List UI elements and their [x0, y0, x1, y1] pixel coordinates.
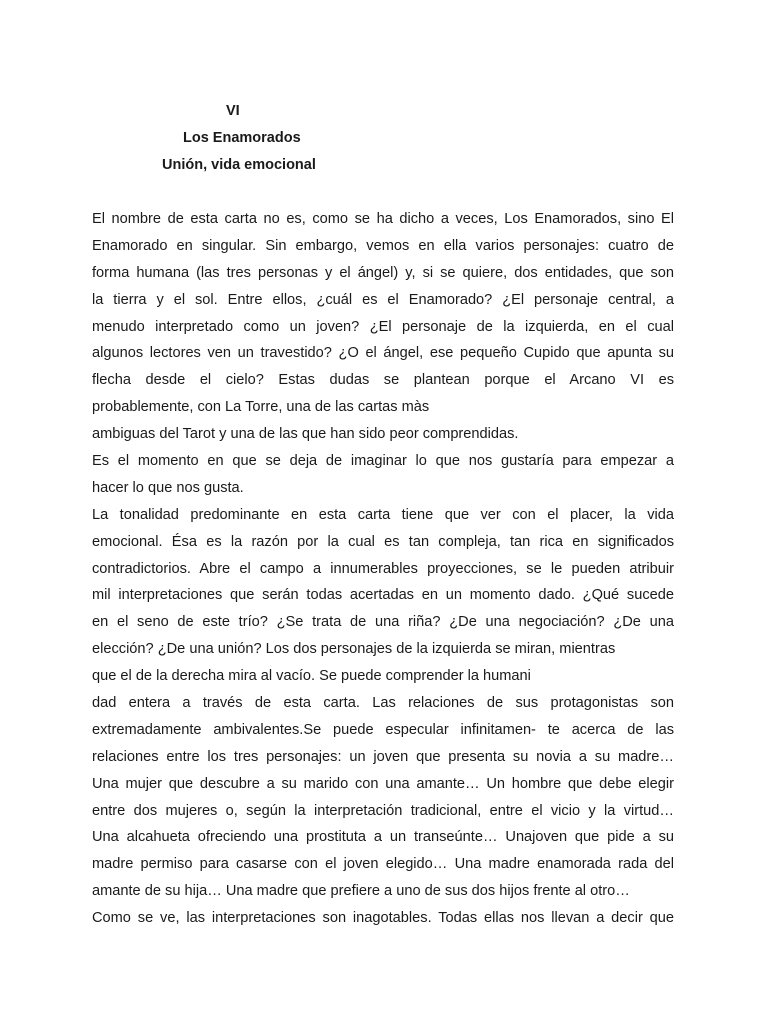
- text-line: mil interpretaciones que serán todas acertadas en un momento dado. ¿Qué sucede: [92, 587, 674, 604]
- text-line: relaciones entre los tres personajes: un joven que presenta su novia a su madre…: [92, 748, 674, 765]
- text-line: Enamorado en singular. Sin embargo, vemos en ella varios personajes: cuatro de: [92, 237, 674, 254]
- text-line: elección? ¿De una unión? Los dos personajes de la izquierda se miran, mientras: [92, 641, 616, 658]
- text-line: que el de la derecha mira al vacío. Se puede comprender la humani: [92, 668, 531, 685]
- text-line: extremadamente ambivalentes.Se puede especular infinitamen- te acerca de las: [92, 721, 674, 738]
- text-line: ambiguas del Tarot y una de las que han sido peor comprendidas.: [92, 426, 519, 443]
- text-line: dad entera a través de esta carta. Las relaciones de sus protagonistas son: [92, 695, 674, 712]
- text-line: menudo interpretado como un joven? ¿El personaje de la izquierda, en el cual: [92, 318, 674, 335]
- text-line: la tierra y el sol. Entre ellos, ¿cuál es el Enamorado? ¿El personaje central, a: [92, 291, 674, 308]
- text-line: probablemente, con La Torre, una de las cartas màs: [92, 399, 430, 416]
- text-line: Es el momento en que se deja de imaginar lo que nos gustaría para empezar a: [92, 453, 674, 470]
- text-line: Una alcahueta ofreciendo una prostituta a un transeúnte… Unajoven que pide a su: [92, 829, 674, 846]
- text-line: emocional. Ésa es la razón por la cual es tan compleja, tan rica en significados: [92, 533, 674, 550]
- text-line: hacer lo que nos gusta.: [92, 479, 244, 496]
- text-line: forma humana (las tres personas y el ángel) y, si se quiere, dos entidades, que son: [92, 264, 674, 281]
- chapter-numeral: VI: [226, 103, 240, 119]
- chapter-subtitle: Unión, vida emocional: [162, 157, 316, 173]
- text-line: Una mujer que descubre a su marido con una amante… Un hombre que debe elegir: [92, 775, 674, 792]
- text-line: Como se ve, las interpretaciones son inagotables. Todas ellas nos llevan a decir que: [92, 910, 674, 927]
- text-line: El nombre de esta carta no es, como se ha dicho a veces, Los Enamorados, sino El: [92, 211, 674, 227]
- text-line: en el seno de este trío? ¿Se trata de una riña? ¿De una negociación? ¿De una: [92, 614, 674, 631]
- text-line: entre dos mujeres o, según la interpretación tradicional, entre el vicio y la virtud…: [92, 802, 674, 819]
- text-line: La tonalidad predominante en esta carta tiene que ver con el placer, la vida: [92, 506, 674, 523]
- text-line: flecha desde el cielo? Estas dudas se plantean porque el Arcano VI es: [92, 372, 674, 389]
- text-line: madre permiso para casarse con el joven elegido… Una madre enamorada rada del: [92, 856, 674, 873]
- text-line: algunos lectores ven un travestido? ¿O el ángel, ese pequeño Cupido que apunta su: [92, 345, 674, 362]
- body-text: [92, 206, 674, 932]
- text-line: contradictorios. Abre el campo a innumerables proyecciones, se le pueden atribuir: [92, 560, 674, 577]
- chapter-title: Los Enamorados: [183, 130, 301, 146]
- text-line: amante de su hija… Una madre que prefiere a uno de sus dos hijos frente al otro…: [92, 883, 630, 900]
